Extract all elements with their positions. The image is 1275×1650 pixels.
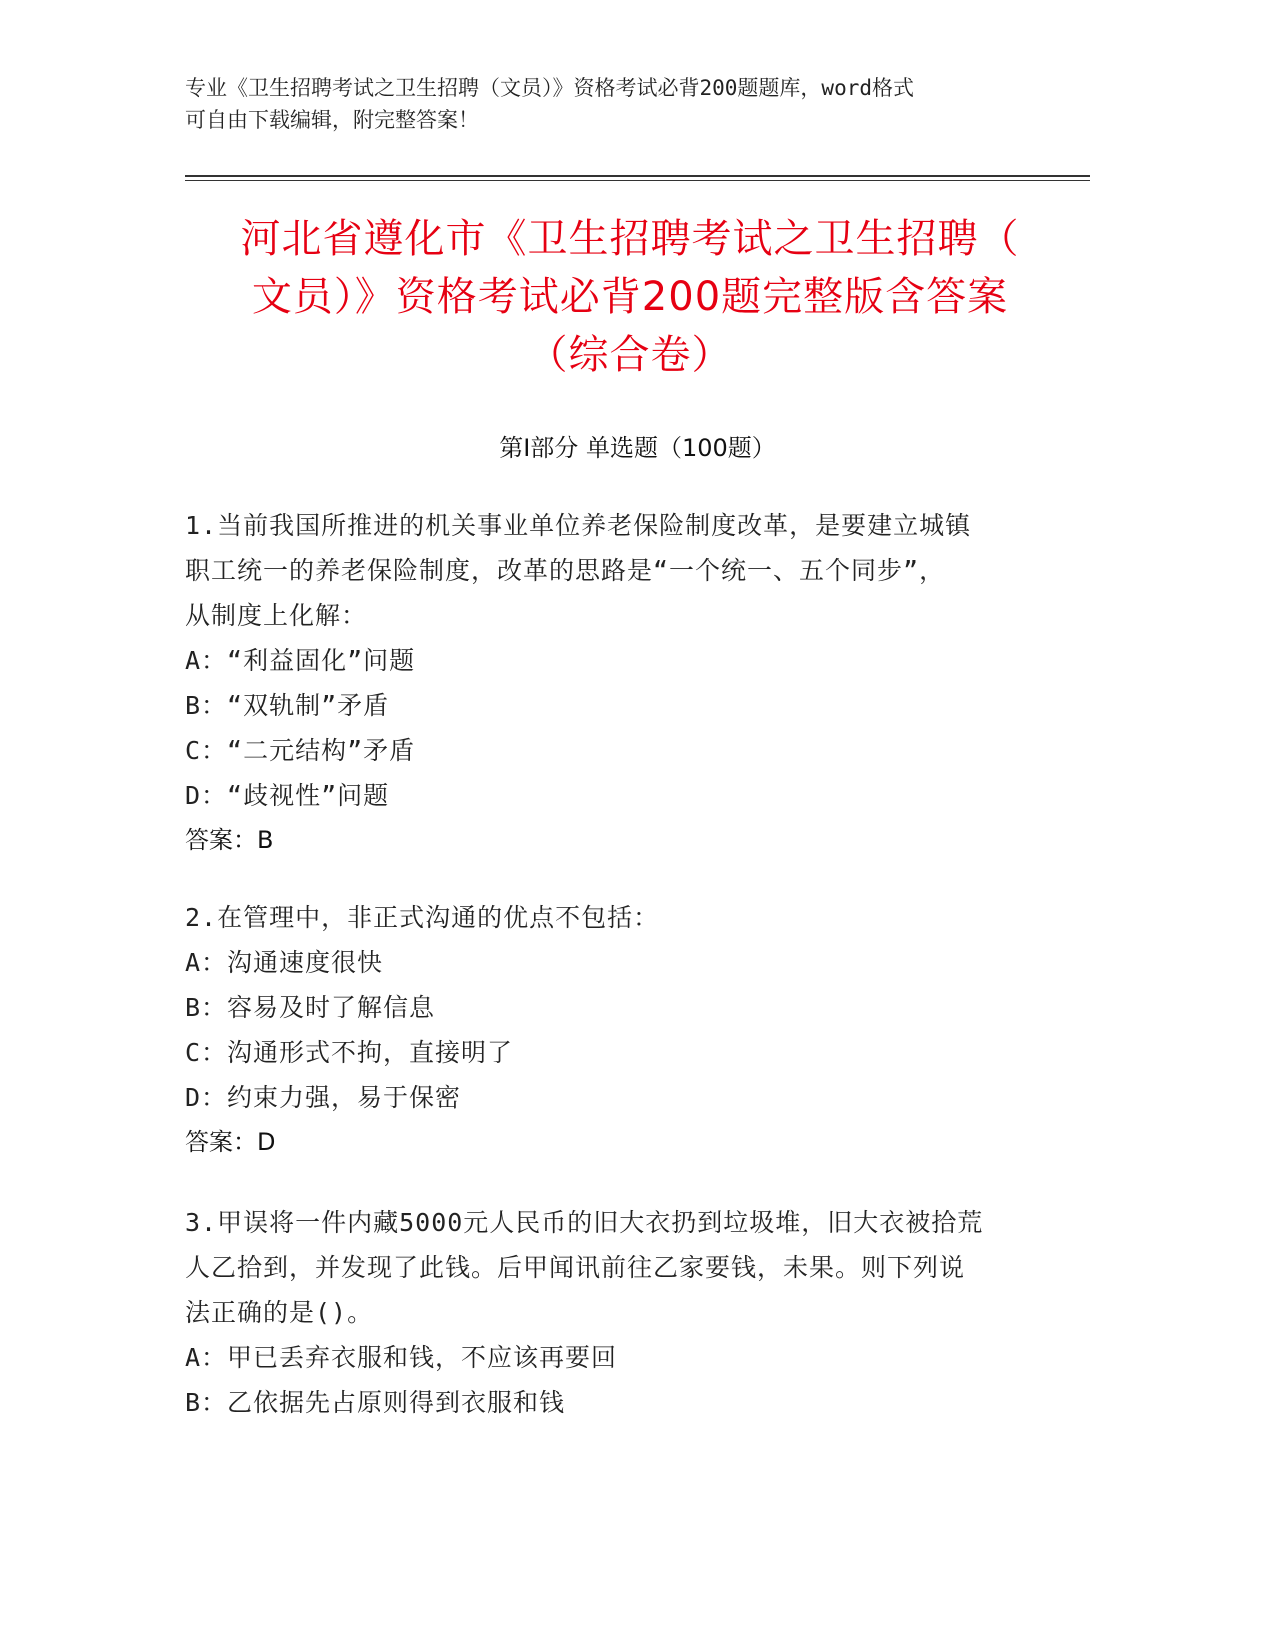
option-a: A：甲已丢弃衣服和钱，不应该再要回 [185,1343,618,1372]
option-a: A：沟通速度很快 [185,948,384,977]
header-note-line: 专业《卫生招聘考试之卫生招聘（文员）》资格考试必背200题题库，word格式 [185,76,914,100]
option-b: B：乙依据先占原则得到衣服和钱 [185,1388,566,1417]
header-divider-thin [185,180,1090,181]
option-d: D：约束力强，易于保密 [185,1083,462,1112]
option-b: B：“双轨制”矛盾 [185,691,390,720]
option-c: C：“二元结构”矛盾 [185,736,416,765]
question-stem-line: 3.甲误将一件内藏5000元人民币的旧大衣扔到垃圾堆，旧大衣被拾荒 [185,1208,984,1237]
title-line: 河北省遵化市《卫生招聘考试之卫生招聘（ [240,216,1020,262]
header-note-line: 可自由下载编辑，附完整答案！ [185,108,479,132]
document-title [190,210,1070,384]
answer-line: 答案：D [185,1128,276,1156]
header-note [185,72,1065,136]
option-a: A：“利益固化”问题 [185,646,416,675]
question-3 [185,1200,1065,1425]
section-heading: 第Ⅰ部分 单选题（100题） [499,434,776,462]
question-stem-line: 2.在管理中，非正式沟通的优点不包括： [185,903,660,932]
option-b: B：容易及时了解信息 [185,993,436,1022]
option-d: D：“歧视性”问题 [185,781,390,810]
question-stem-line: 从制度上化解： [185,601,368,630]
question-stem-line: 法正确的是()。 [185,1298,374,1327]
question-1 [185,503,1065,863]
answer-line: 答案：B [185,826,274,854]
header-divider [185,175,1090,177]
question-stem-line: 1.当前我国所推进的机关事业单位养老保险制度改革，是要建立城镇 [185,511,972,540]
question-2 [185,895,1065,1165]
question-stem-line: 人乙拾到，并发现了此钱。后甲闻讯前往乙家要钱，未果。则下列说 [185,1253,966,1282]
title-line: 文员）》资格考试必背200题完整版含答案 [251,274,1009,320]
question-stem-line: 职工统一的养老保险制度，改革的思路是“一个统一、五个同步”， [185,556,946,585]
title-line: （综合卷） [527,332,733,378]
option-c: C：沟通形式不拘，直接明了 [185,1038,514,1067]
